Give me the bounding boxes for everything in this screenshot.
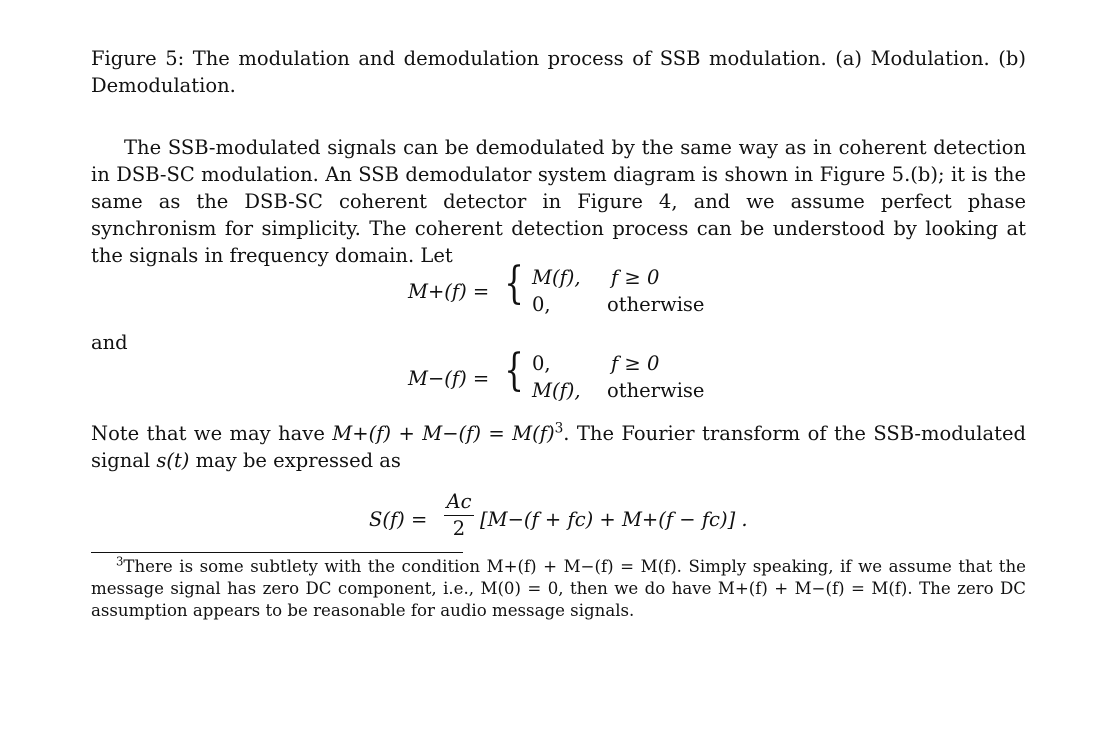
para2-text-1: Note that we may have [91, 422, 333, 445]
eq-m-plus-brace: { [504, 258, 524, 309]
footnote-mark: 3 [116, 554, 124, 569]
eq-m-plus-case2-value: 0, [532, 293, 551, 316]
paragraph-fourier [91, 420, 1026, 474]
eq-m-minus-case2-value: M(f), [532, 379, 581, 402]
eq-m-plus-case1-value: M(f), [532, 266, 581, 289]
eq-m-minus-case2-cond: otherwise [607, 379, 705, 402]
eq-m-minus-brace: { [504, 345, 524, 396]
eq-m-minus-case1-cond: f ≥ 0 [611, 352, 660, 375]
paragraph-demodulation: The SSB-modulated signals can be demodulated by the same way as in coherent detection in DSB-SC modulation. An SSB demodulator system diagram is shown in Figure 5.(b); it is the same as the DSB-SC coherent detector in Figure 4, and we assume perfect phase synchronism for simplicity. The coherent detection process can be understood by looking at the signals in frequency domain. Let [91, 136, 1026, 267]
eq-s-numerator: Ac [446, 490, 472, 513]
eq-m-minus-case1-value: 0, [532, 352, 551, 375]
connector-and: and [91, 331, 128, 354]
eq-m-plus-lhs: M+(f) = [408, 280, 490, 303]
eq-s-fraction-line [444, 515, 474, 516]
eq-s-rhs: [M−(f + fc) + M+(f − fc)] . [480, 508, 748, 531]
para2-math: M+(f) + M−(f) = M(f) [332, 422, 555, 445]
footnote-reference: 3 [554, 420, 564, 437]
eq-m-plus-case2-cond: otherwise [607, 293, 705, 316]
eq-s-lhs: S(f) = [369, 508, 428, 531]
figure-caption: Figure 5: The modulation and demodulation process of SSB modulation. (a) Modulation. (b) Demodulation. [91, 47, 1026, 97]
eq-s-denominator: 2 [452, 517, 466, 540]
para2-signal: s(t) [156, 449, 190, 472]
footnote [91, 556, 1026, 622]
para2-text-3: may be expressed as [189, 449, 401, 472]
eq-m-plus-case1-cond: f ≥ 0 [611, 266, 660, 289]
para2-text-2: . The Fourier transform of the SSB-modulated signal [91, 422, 1026, 472]
footnote-rule [91, 552, 463, 553]
footnote-text: There is some subtlety with the condition M+(f) + M−(f) = M(f). Simply speaking, if we assume that the message signal has zero DC component, i.e., M(0) = 0, then we do have M+(f) + M−(f) = M(f). The zero DC assumption appears to be reasonable for audio message signals. [91, 557, 1026, 620]
eq-m-minus-lhs: M−(f) = [408, 367, 490, 390]
